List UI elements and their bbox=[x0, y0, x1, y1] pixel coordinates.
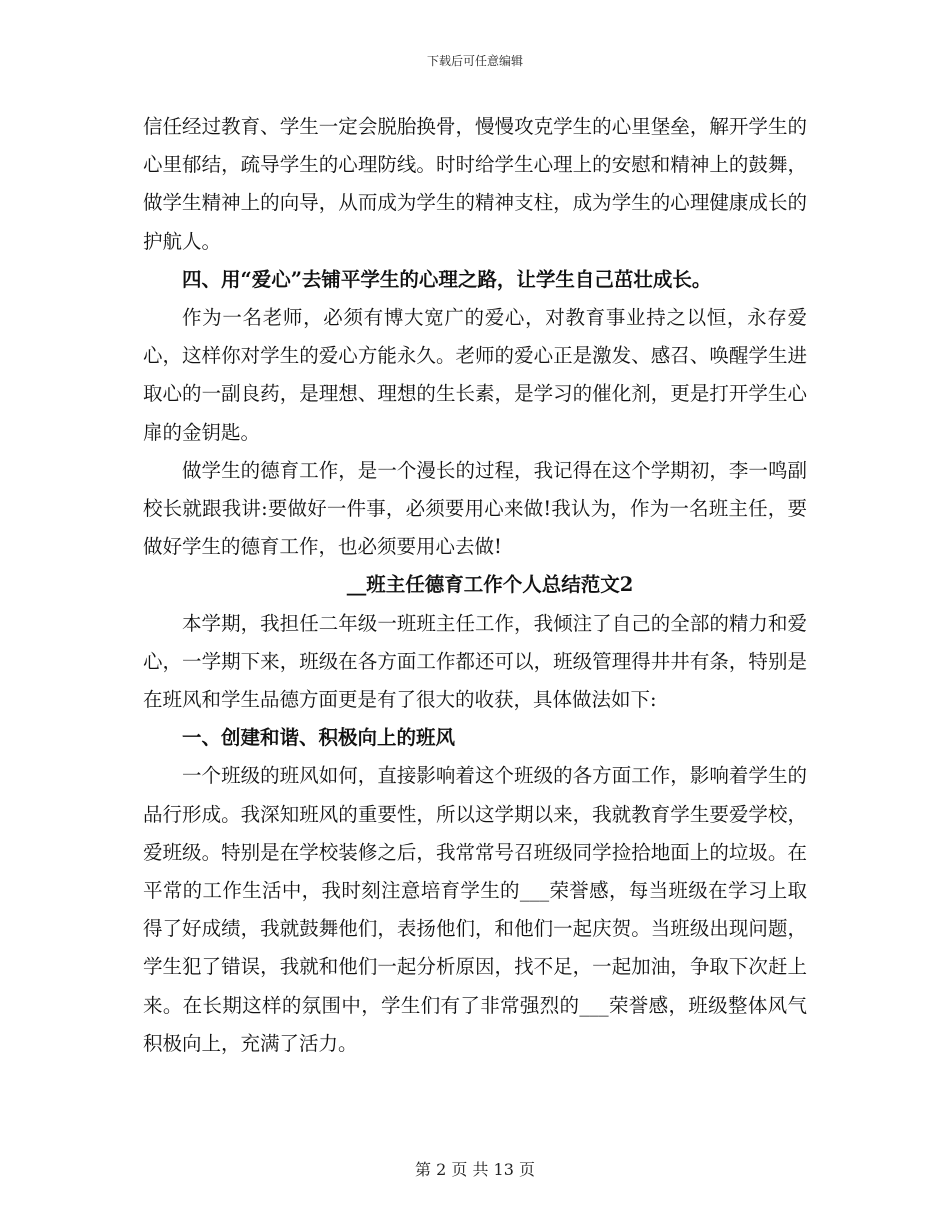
section-heading-one: 一、创建和谐、积极向上的班风 bbox=[182, 726, 456, 750]
section-heading-four: 四、用“爱心”去铺平学生的心理之路，让学生自己茁壮成长。 bbox=[182, 267, 712, 291]
article-title-2: __班主任德育工作个人总结范文2 bbox=[346, 573, 634, 597]
paragraph-love: 作为一名老师，必须有博大宽广的爱心，对教育事业持之以恒，永存爱心，这样你对学生的爱心方能永久。老师的爱心正是激发、感召、唤醒学生进取心的一副良药，是理想、理想的生长素，是学习的催化剂，更是打开学生心扉的金钥匙。 bbox=[143, 306, 807, 444]
paragraph-class-spirit: 一个班级的班风如何，直接影响着这个班级的各方面工作，影响着学生的品行形成。我深知班风的重要性，所以这学期以来，我就教育学生要爱学校，爱班级。特别是在学校装修之后，我常常号召班级同学捡拾地面上的垃圾。在平常的工作生活中，我时刻注意培育学生的___荣誉感，每当班级在学习上取得了好成绩，我就鼓舞他们，表扬他们，和他们一起庆贺。当班级出现问题，学生犯了错误，我就和他们一起分析原因，找不足，一起加油，争取下次赶上来。在长期这样的氛围中，学生们有了非常强烈的___荣誉感，班级整体风气积极向上，充满了活力。 bbox=[143, 764, 807, 1055]
document-body bbox=[143, 108, 807, 1063]
page-footer: 第 2 页 共 13 页 bbox=[415, 1160, 535, 1179]
paragraph-moral-education: 做学生的德育工作，是一个漫长的过程，我记得在这个学期初，李一鸣副校长就跟我讲:要做好一件事，必须要用心来做!我认为，作为一名班主任，要做好学生的德育工作，也必须要用心去做! bbox=[143, 458, 807, 559]
page-header: 下载后可任意编辑 bbox=[426, 54, 523, 68]
paragraph-continued: 信任经过教育、学生一定会脱胎换骨，慢慢攻克学生的心里堡垒，解开学生的心里郁结，疏导学生的心理防线。时时给学生心理上的安慰和精神上的鼓舞，做学生精神上的向导，从而成为学生的精神支柱，成为学生的心理健康成长的护航人。 bbox=[143, 115, 807, 253]
paragraph-intro-2: 本学期，我担任二年级一班班主任工作，我倾注了自己的全部的精力和爱心，一学期下来，班级在各方面工作都还可以，班级管理得井井有条，特别是在班风和学生品德方面更是有了很大的收获，具体做法如下: bbox=[143, 611, 807, 712]
